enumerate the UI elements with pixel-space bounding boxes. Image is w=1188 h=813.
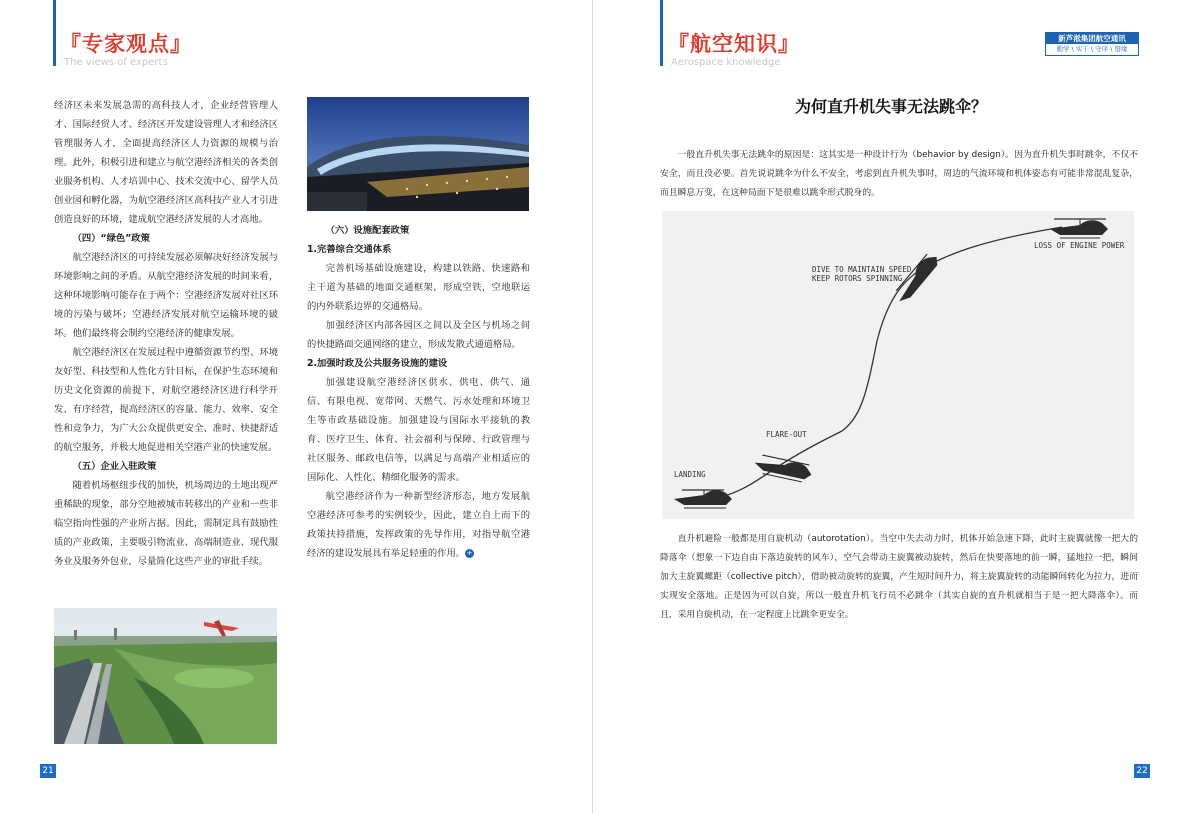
helicopter-flare-icon bbox=[753, 454, 813, 484]
left-column-2 bbox=[307, 221, 530, 563]
article-intro bbox=[660, 146, 1138, 203]
left-page bbox=[0, 0, 593, 813]
right-page bbox=[594, 0, 1188, 813]
paragraph: 经济区未来发展急需的高科技人才，企业经营管理人才、国际经贸人才、经济区开发建设管理人才和经济区管理服务人才，全面提高经济区人力资源的规模与治理。此外，积极引进和建立与航空港经济相关的各类创业服务机构、人才培训中心、技术交流中心、留学人员创业园和孵化器，为航空港经济区高科技产业人才引进创造良好的环境，建成航空港经济发展的人才高地。 bbox=[54, 100, 278, 225]
badge-motto: 勤学 \ 实干 \ 守序 \ 惜缘 bbox=[1056, 45, 1128, 53]
paragraph: 加强建设航空港经济区供水、供电、供气、通信、有限电视、宽带网、天燃气、污水处理和环境卫生等市政基础设施。加强建设与国际水平接轨的教育、医疗卫生、体育、社会福利与保障、行政管理与社区服务、邮政电信等，以满足与高端产业相适应的国际化、人性化、精细化服务的需求。 bbox=[307, 377, 530, 483]
left-column-1 bbox=[54, 96, 278, 571]
paragraph: 航空港经济区的可持续发展必须解决好经济发展与环境影响之间的矛盾。从航空港经济发展的时间来看，这种环境影响可能存在于两个：空港经济发展对社区环境的污染与破坏；空港经济发展对航空运输环境的破坏。他们最终将会制约空港经济的健康发展。 bbox=[54, 252, 278, 339]
paragraph: 一般直升机失事无法跳伞的原因是：这其实是一种设计行为（behavior by design）。因为直升机失事时跳伞，不仅不安全，而且没必要。首先说说跳伞为什么不安全，考虑到直升机失事时，周边的气流环境和机体姿态有可能非常混乱复杂，而且瞬息万变，在这种局面下是很难以跳伞形式脱身的。 bbox=[660, 150, 1138, 198]
helicopter-cruise-icon bbox=[1050, 219, 1108, 238]
autorotation-diagram bbox=[662, 211, 1134, 519]
section-title: 『航空知识』 bbox=[668, 32, 800, 56]
page-number: 22 bbox=[1134, 764, 1150, 778]
paragraph bbox=[307, 487, 530, 563]
paragraph: 加强经济区内部各园区之间以及全区与机场之间的快捷路面交通网络的建立，形成发散式通道格局。 bbox=[307, 320, 530, 350]
section-accent-bar bbox=[53, 0, 56, 66]
diagram-label-dive-line1: DIVE TO MAINTAIN SPEED AND bbox=[812, 265, 930, 274]
subheading: （五）企业入驻政策 bbox=[72, 461, 157, 472]
diagram-label-dive-line2: KEEP ROTORS SPINNING bbox=[812, 274, 903, 283]
paragraph-text: 航空港经济作为一种新型经济形态，地方发展航空港经济可参考的实例较少，因此，建立自上而下的政策扶持措施，发挥政策的先导作用，对指导航空港经济的建设发展具有举足轻重的作用。 bbox=[307, 491, 530, 559]
diagram-label-loss-of-power: LOSS OF ENGINE POWER bbox=[1034, 241, 1125, 250]
article-body bbox=[660, 530, 1138, 625]
section-subtitle: The views of experts bbox=[64, 57, 168, 68]
paragraph: 航空港经济区在发展过程中遵循资源节约型、环境友好型、科技型和人性化方针目标，在保护生态环境和历史文化资源的前提下，对航空港经济区进行科学开发、有序经营，提高经济区的容量、能力、效率、安全性和竞争力，为广大公众提供更安全、准时、快捷舒适的航空服务，并极大地促进相关空港产业的快速发展。 bbox=[54, 347, 278, 453]
section-subtitle: Aerospace knowledge bbox=[671, 57, 781, 68]
article-end-icon: + bbox=[466, 549, 473, 557]
paragraph: 随着机场枢纽步伐的加快，机场周边的土地出现严重稀缺的现象，部分空地被城市转移出的产业和一些非临空指向性强的产业所占据。因此，需制定具有鼓励性质的产业政策，主要吸引物流业、高端制造业、现代服务业及服务外包业，尽量简化这些产业的审批手续。 bbox=[54, 480, 278, 567]
diagram-label-landing: LANDING bbox=[674, 470, 706, 479]
article-title: 为何直升机失事无法跳伞？ bbox=[794, 97, 987, 116]
badge-title: 新芦淞集团航空通讯 bbox=[1046, 33, 1138, 44]
subheading: （四）“绿色”政策 bbox=[72, 233, 150, 244]
paragraph: 直升机避险一般都是用自旋机动（autorotation）。当空中失去动力时，机体开始急速下降，此时主旋翼就像一把大的降落伞（想象一下边自由下落边旋转的风车），空气会带动主旋翼被动旋转，然后在快要落地的前一瞬，猛地拉一把，瞬间加大主旋翼螺距（collective pitch），借助被动旋转的旋翼，产生短时间升力，将主旋翼旋转的动能瞬间转化为拉力，进而实现安全落地。正是因为可以自旋，所以一般直升机飞行员不必跳伞（其实自旋的直升机就相当于是一把大降落伞）。而且，采用自旋机动，在一定程度上比跳伞更安全。 bbox=[660, 534, 1138, 620]
section-title: 『专家观点』 bbox=[60, 32, 192, 56]
airport-park-photo bbox=[54, 608, 277, 744]
airport-terminal-night-photo bbox=[307, 97, 529, 211]
helicopter-landing-icon bbox=[674, 490, 732, 508]
subheading: 1.完善综合交通体系 bbox=[307, 244, 392, 255]
newsletter-badge bbox=[1045, 32, 1139, 56]
subheading: 2.加强时政及公共服务设施的建设 bbox=[307, 358, 448, 369]
section-accent-bar bbox=[660, 0, 663, 66]
subheading: （六）设施配套政策 bbox=[325, 225, 410, 236]
page-number: 21 bbox=[40, 764, 56, 778]
diagram-label-flare-out: FLARE-OUT bbox=[766, 430, 807, 439]
paragraph: 完善机场基础设施建设，构建以铁路、快速路和主干道为基础的地面交通框架，形成空铁，空地联运的内外联系边界的交通格局。 bbox=[307, 263, 530, 312]
